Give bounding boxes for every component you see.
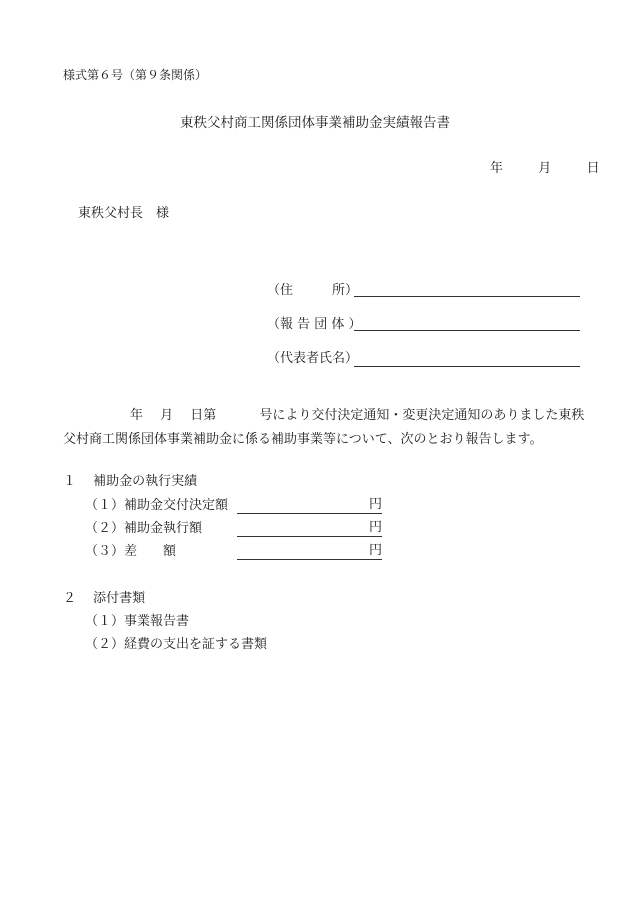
date-year: 年 — [490, 161, 504, 176]
form-number-label: 様式第６号（第９条関係） — [63, 68, 208, 82]
grant-executed-amount-field[interactable] — [237, 520, 382, 537]
document-title: 東秩父村商工関係団体事業補助金実績報告書 — [180, 115, 450, 131]
yen-unit: 円 — [368, 543, 382, 558]
grant-decision-amount-label: （１）補助金交付決定額 — [85, 498, 229, 513]
date-day: 日 — [586, 161, 600, 176]
body-line-2: 父村商工関係団体事業補助金に係る補助事業等について、次のとおり報告します。 — [63, 432, 543, 447]
difference-amount-field[interactable] — [237, 543, 382, 560]
date-row — [490, 162, 600, 175]
representative-name-label: （代表者氏名） — [267, 351, 359, 366]
reporting-organization-label: （報 告 団 体 ） — [267, 317, 362, 332]
section-1-heading: １ 補助金の執行実績 — [63, 474, 198, 489]
address-label: （住 所） — [267, 283, 359, 298]
body-line-1: 年 月 日第 号により交付決定通知・変更決定通知のありました東秩 — [130, 408, 585, 423]
difference-label: （３）差 額 — [85, 544, 177, 559]
section-2-heading: ２ 添付書類 — [63, 591, 146, 606]
yen-unit: 円 — [368, 497, 382, 512]
attachment-expense-proof: （２）経費の支出を証する書類 — [85, 637, 268, 652]
grant-executed-amount-label: （２）補助金執行額 — [85, 521, 203, 536]
representative-name-field[interactable] — [354, 366, 580, 367]
attachment-business-report: （１）事業報告書 — [85, 614, 190, 629]
address-field[interactable] — [354, 296, 580, 297]
addressee: 東秩父村長 様 — [78, 206, 170, 221]
reporting-organization-field[interactable] — [354, 330, 580, 331]
date-month: 月 — [538, 161, 552, 176]
grant-decision-amount-field[interactable] — [237, 497, 382, 514]
body-paragraph — [63, 404, 593, 452]
yen-unit: 円 — [368, 520, 382, 535]
